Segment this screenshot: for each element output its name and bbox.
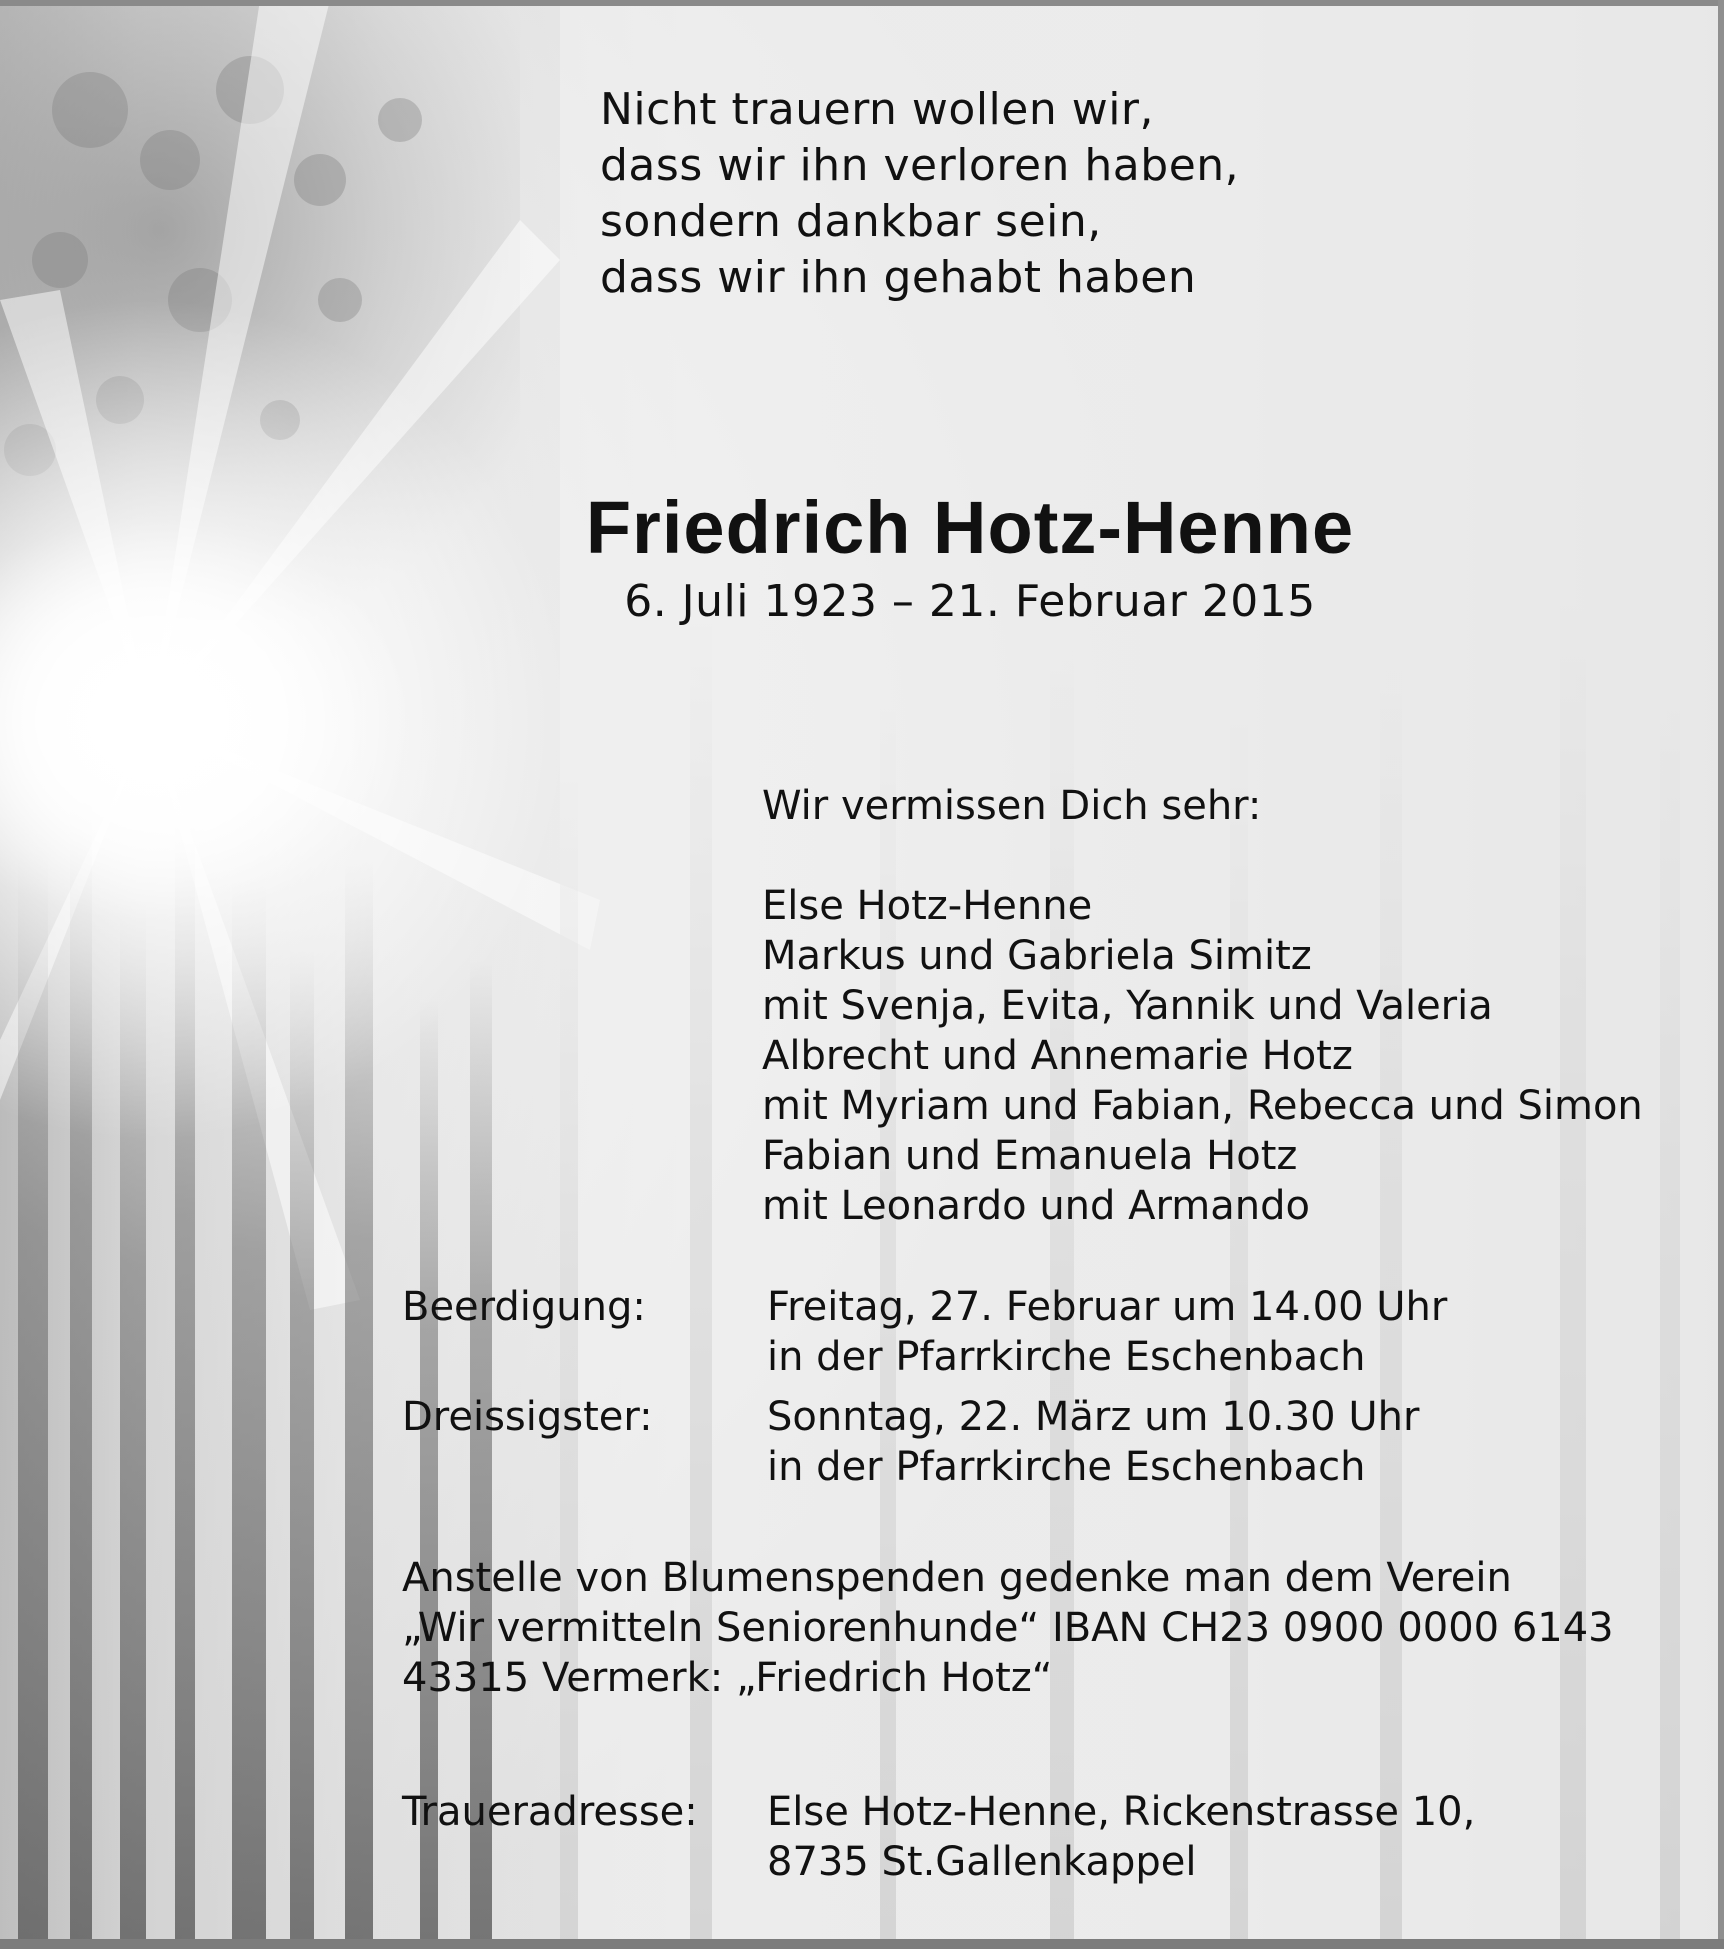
family-member: Fabian und Emanuela Hotz <box>762 1133 1298 1179</box>
poem-line: sondern dankbar sein, <box>600 196 1102 247</box>
mourning-address-street: Else Hotz-Henne, Rickenstrasse 10, <box>767 1789 1476 1835</box>
family-member: mit Leonardo und Armando <box>762 1183 1310 1229</box>
poem-line: dass wir ihn verloren haben, <box>600 140 1240 191</box>
family-member: mit Svenja, Evita, Yannik und Valeria <box>762 983 1493 1029</box>
life-dates: 6. Juli 1923 – 21. Februar 2015 <box>624 576 1316 627</box>
mourning-address-city: 8735 St.Gallenkappel <box>767 1839 1197 1885</box>
funeral-date: Freitag, 27. Februar um 14.00 Uhr <box>767 1284 1448 1330</box>
family-member: Albrecht und Annemarie Hotz <box>762 1033 1353 1079</box>
thirtieth-date: Sonntag, 22. März um 10.30 Uhr <box>767 1394 1420 1440</box>
top-border <box>0 0 1724 6</box>
donation-line: „Wir vermitteln Seniorenhunde“ IBAN CH23 0900 0000 6143 <box>402 1605 1614 1651</box>
funeral-label: Beerdigung: <box>402 1284 646 1330</box>
family-list <box>762 781 1643 1231</box>
bottom-border <box>0 1939 1724 1949</box>
poem-line: Nicht trauern wollen wir, <box>600 84 1154 135</box>
family-member: Markus und Gabriela Simitz <box>762 933 1312 979</box>
thirtieth-location: in der Pfarrkirche Eschenbach <box>767 1444 1366 1490</box>
memorial-poem <box>600 82 1239 306</box>
donation-note <box>402 1553 1614 1703</box>
donation-line: Anstelle von Blumenspenden gedenke man dem Verein <box>402 1555 1512 1601</box>
thirtieth-label: Dreissigster: <box>402 1394 653 1440</box>
family-member: mit Myriam und Fabian, Rebecca und Simon <box>762 1083 1643 1129</box>
deceased-name: Friedrich Hotz-Henne <box>585 486 1355 569</box>
donation-line: 43315 Vermerk: „Friedrich Hotz“ <box>402 1655 1053 1701</box>
funeral-location: in der Pfarrkirche Eschenbach <box>767 1334 1366 1380</box>
family-intro: Wir vermissen Dich sehr: <box>762 783 1262 829</box>
family-member: Else Hotz-Henne <box>762 883 1093 929</box>
poem-line: dass wir ihn gehabt haben <box>600 252 1197 303</box>
mourning-address-label: Traueradresse: <box>402 1789 698 1835</box>
right-border <box>1718 0 1724 1949</box>
